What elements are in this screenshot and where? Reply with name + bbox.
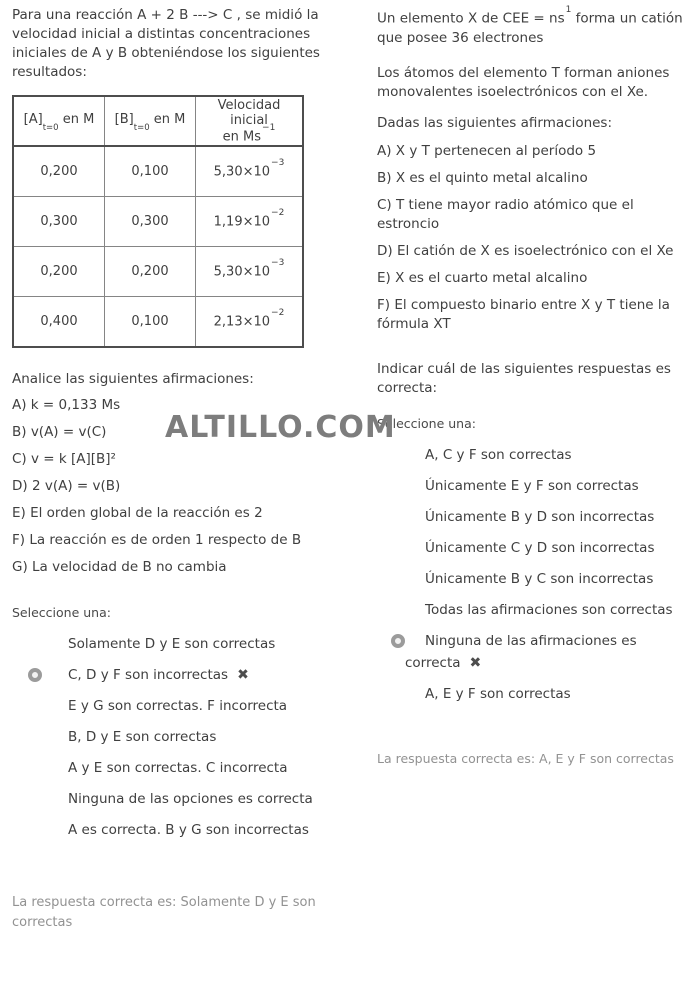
select-one-label: Seleccione una: — [377, 415, 476, 431]
cell-b: 0,100 — [105, 297, 196, 348]
statement-item: D) El catión de X es isoelectrónico con el Xe — [377, 242, 674, 259]
given-label: Dadas las siguientes afirmaciones: — [377, 114, 613, 131]
option-label: C, D y F son incorrectas — [68, 667, 229, 683]
answer-option[interactable] — [12, 819, 350, 841]
question-element-column — [377, 6, 690, 769]
answer-option[interactable] — [377, 568, 690, 590]
radio-selected-icon[interactable] — [391, 634, 405, 648]
question-text-2: Los átomos del elemento T forman aniones monovalentes isoelectrónicos con el Xe. — [377, 64, 670, 100]
statement-item: F) La reacción es de orden 1 respecto de B — [12, 532, 302, 548]
answer-option[interactable] — [12, 757, 350, 779]
cell-velocity: $5,30\times 10^{-3}$ — [196, 247, 304, 297]
option-label: B, D y E son correctas — [68, 729, 217, 745]
correct-answer-feedback: La respuesta correcta es: Solamente D y E son correctas — [12, 895, 316, 930]
answer-option[interactable] — [377, 444, 690, 466]
statement-item: C) T tiene mayor radio atómico que el estroncio — [377, 196, 634, 232]
answer-option[interactable] — [12, 788, 350, 810]
statement-item: B) X es el quinto metal alcalino — [377, 169, 588, 186]
cell-velocity: $5,30\times 10^{-3}$ — [196, 146, 304, 197]
cell-b: 0,300 — [105, 197, 196, 247]
answer-option[interactable] — [12, 633, 350, 655]
answer-option[interactable] — [377, 599, 690, 621]
table-row — [13, 146, 303, 197]
site-watermark: ALTILLO.COM — [165, 410, 396, 445]
cell-b: 0,200 — [105, 247, 196, 297]
answer-option[interactable] — [377, 475, 690, 497]
cell-a: 0,300 — [13, 197, 105, 247]
answer-option[interactable] — [377, 683, 690, 705]
answer-option[interactable] — [12, 726, 350, 748]
question-kinetics-column — [12, 6, 350, 933]
radio-selected-icon[interactable] — [28, 668, 42, 682]
statement-item: F) El compuesto binario entre X y T tiene la fórmula XT — [377, 296, 670, 332]
answer-option[interactable] — [12, 664, 350, 686]
statement-item: C) v = k [A][B]² — [12, 451, 116, 467]
answer-options — [377, 444, 690, 705]
col-header-b: $[B]_{t=0}$ en M — [105, 96, 196, 146]
cell-a: 0,400 — [13, 297, 105, 348]
statement-item: E) X es el cuarto metal alcalino — [377, 269, 588, 286]
answer-option[interactable] — [377, 630, 690, 674]
table-row — [13, 197, 303, 247]
incorrect-x-icon: ✖ — [469, 654, 482, 671]
option-label: Ninguna de las opciones es correcta — [68, 791, 313, 807]
option-label: Únicamente B y C son incorrectas — [425, 570, 654, 587]
option-label: A y E son correctas. C incorrecta — [68, 760, 288, 776]
correct-answer-feedback: La respuesta correcta es: A, E y F son correctas — [377, 750, 674, 766]
col-header-a: $[A]_{t=0}$ en M — [13, 96, 105, 146]
answer-option[interactable] — [377, 537, 690, 559]
answer-options — [12, 633, 350, 841]
answer-option[interactable] — [12, 695, 350, 717]
option-label: Únicamente E y F son correctas — [425, 477, 639, 494]
statement-item: B) v(A) = v(C) — [12, 424, 107, 440]
indicate-label: Indicar cuál de las siguientes respuestas es correcta: — [377, 360, 671, 396]
option-label: Ninguna de las afirmaciones es correcta — [405, 632, 637, 671]
col-header-velocity: Velocidad inicial en $Ms^{-1}$ — [196, 96, 304, 146]
option-label: E y G son correctas. F incorrecta — [68, 698, 288, 714]
statement-item: A) X y T pertenecen al período 5 — [377, 142, 597, 159]
analyze-label: Analice las siguientes afirmaciones: — [12, 371, 254, 387]
cell-b: 0,100 — [105, 146, 196, 197]
statements-list — [377, 142, 690, 334]
option-label: A, C y F son correctas — [425, 446, 572, 463]
table-row — [13, 247, 303, 297]
statement-item: A) k = 0,133 Ms — [12, 397, 121, 413]
select-one-label: Seleccione una: — [12, 605, 111, 620]
option-label: Solamente D y E son correctas — [68, 636, 276, 652]
option-label: Únicamente C y D son incorrectas — [425, 539, 655, 556]
cell-a: 0,200 — [13, 247, 105, 297]
answer-option[interactable] — [377, 506, 690, 528]
statement-item: E) El orden global de la reacción es 2 — [12, 505, 263, 521]
question-text: Un elemento X de CEE = $ns^1$ forma un catión que posee 36 electrones — [377, 5, 683, 46]
option-label: A es correcta. B y G son incorrectas — [68, 822, 309, 838]
table-row — [13, 297, 303, 348]
option-label: A, E y F son correctas — [425, 685, 571, 702]
table-header-row — [13, 96, 303, 146]
statement-item: D) 2 v(A) = v(B) — [12, 478, 121, 494]
kinetics-data-table — [12, 95, 304, 348]
cell-velocity: $1,19\times 10^{-2}$ — [196, 197, 304, 247]
cell-velocity: $2,13\times 10^{-2}$ — [196, 297, 304, 348]
option-label: Únicamente B y D son incorrectas — [425, 508, 655, 525]
question-text: Para una reacción A + 2 B ---> C , se midió la velocidad inicial a distintas concentraciones iniciales de A y B obteniéndose los siguientes resultados: — [12, 7, 320, 80]
option-label: Todas las afirmaciones son correctas — [425, 601, 673, 618]
cell-a: 0,200 — [13, 146, 105, 197]
statement-item: G) La velocidad de B no cambia — [12, 559, 227, 575]
incorrect-x-icon: ✖ — [237, 667, 249, 683]
